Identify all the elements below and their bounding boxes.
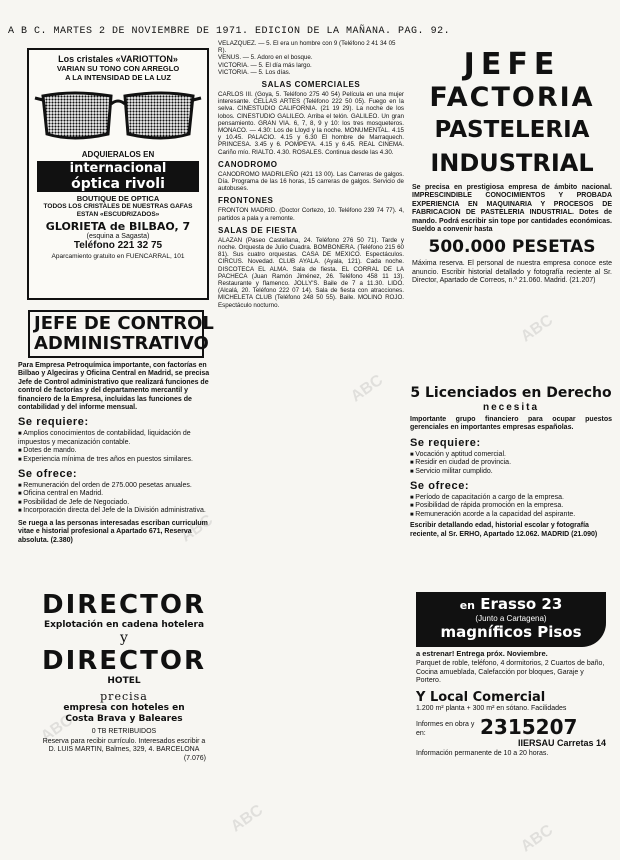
salas-body: CARLOS III. (Goya, 5. Teléfono 275 40 54) Película en una mujer interesante. CELLAS ARTES (Teléfono 222 50 05). Fuego en la selva. CINESTUDIO CALIFORNIA. (21 19 29). La noche de los lobos. CINESTUDIO GALILEO. Arriba el telón. GALILEO. Un gran pensamiento. GRAN VIA. 6, 7, 8, 9 y 10: los tres mosqueteros. MONACO. — 4.30: Los de Lloyd y la noche. MONUMENTAL. 4.15 y 10.45. PALACIO. 4.15 y 6.30 El hombre de Marraquech. PRINCESA. 3.45 y 6. POMPEYA. 4.15 y 6.45. REAL CINEMA. Cariño mío. RIALTO. 4.30. ROSALES. Continua desde las 4.30. <box>218 91 404 156</box>
ad-jefe-control-ofrece-title: Se ofrece: <box>18 468 78 481</box>
ad-variotton-line1: Los cristales «VARIOTTON» <box>58 54 178 64</box>
ad-jefe-factoria-title1: JEFE <box>463 48 561 82</box>
ad-director-y: y <box>120 630 128 646</box>
ad-erasso-headline: magníficos Pisos <box>440 623 582 641</box>
ad-director-retrib: 0 TB RETRIBUIDOS <box>91 728 157 735</box>
fiesta-body: ALAZAN (Paseo Castellana, 24. Teléfono 276 50 71). Tarde y noche. Orquesta de Julio Cuadra. BOMBONERA. (Teléfono 215 60 81). Sus cuatro orquestas. CASA DE MEXICO. Espectáculos. CIRCUS. Novedad. CLUB AYALA. (Ayala, 121). Cada noche. DISCOTECA EL ALMA. Sala de fiesta. EL CORRAL DE LA PACHECA (Juan Ramón Jiménez, 26. Teléfono 458 11 13). Restaurante y flamenco. JOLLY'S. Baile de 7 a 11.30. LIDO. (Alcalá, 20. Teléfono 222 07 14). Sala de fiesta con atracciones. MICHELETA CLUB (Teléfono 248 50 55). Baile. MOLINO ROJO. Espectáculo nocturno. <box>218 236 404 309</box>
listing-item: VICTORIA. — 5. El día más largo. <box>218 61 312 69</box>
ad-jefe-control-ofrece-item: ■ Incorporación directa del Jefe de la División administrativa. <box>18 507 214 515</box>
ad-variotton-brand1: internacional <box>37 161 199 176</box>
ad-variotton-body: TODOS LOS CRISTALES DE NUESTRAS GAFAS ESTAN «ESCUDRIZADOS» <box>43 203 193 218</box>
ad-erasso-phone: 2315207 <box>480 715 578 740</box>
ad-licenciados-requiere-item: ■ Residir en ciudad de provincia. <box>410 459 612 467</box>
candromo-title: CANODROMO <box>218 159 278 169</box>
ad-jefe-control <box>18 310 214 580</box>
ad-licenciados-ofrece-item: ■ Período de capacitación a cargo de la empresa. <box>410 494 612 502</box>
ad-director-subtitle2: HOTEL <box>107 676 141 686</box>
ad-variotton-brand2: óptica rivoli <box>37 176 199 192</box>
ad-erasso-local: Y Local Comercial <box>416 689 546 705</box>
ad-jefe-control-ofrece-item: ■ Posibilidad de Jefe de Negociado. <box>18 499 214 507</box>
ad-erasso-caption: Información permanente de 10 a 20 horas. <box>416 750 549 758</box>
ad-jefe-factoria <box>412 48 612 378</box>
ad-licenciados-requiere-item: ■ Servicio militar cumplido. <box>410 468 612 476</box>
page-header: A B C. MARTES 2 DE NOVIEMBRE DE 1971. EDICION DE LA MAÑANA. PAG. 92. <box>8 26 451 37</box>
listings-column <box>218 40 404 850</box>
ad-variotton-adquieralos: ADQUIERALOS EN <box>81 150 155 159</box>
ad-director <box>36 586 212 840</box>
ad-director-ref: (7.076) <box>183 754 206 762</box>
ad-variotton-address: GLORIETA de BILBAO, 7 <box>45 220 191 233</box>
ad-jefe-control-requiere-item: ■ Amplios conocimientos de contabilidad, liquidación de impuestos y mecanización contable. <box>18 430 214 447</box>
ad-licenciados-ofrece-item: ■ Posibilidad de rápida promoción en la empresa. <box>410 502 612 510</box>
ad-variotton-line3: A LA INTENSIDAD DE LA LUZ <box>65 73 171 82</box>
ad-licenciados-necesita: necesita <box>482 402 540 413</box>
ad-variotton-line2: VARIAN SU TONO CON ARREGLO <box>56 64 180 73</box>
ad-licenciados-intro: Importante grupo financiero para ocupar puestos gerenciales en importantes empresas españolas. <box>410 416 612 432</box>
listing-item: VICTORIA. — 5. Los días. <box>218 68 291 76</box>
frontones-body: FRONTON MADRID. (Doctor Cortezo, 10. Teléfono 239 74 77). 4, partidos a pala y a remonte. <box>218 207 404 222</box>
ad-director-subtitle1: Explotación en cadena hotelera <box>43 620 205 630</box>
ad-jefe-control-ofrece-item: ■ Remuneración del orden de 275.000 pesetas anuales. <box>18 482 214 490</box>
ad-jefe-factoria-footer: Máxima reserva. El personal de nuestra empresa conoce este anuncio. Escribir historial detallado y fotografía reciente al Sr. Director, Apartado de Correos, n.º 21.060. Madrid. (21.207) <box>412 260 612 285</box>
ad-erasso-informes: Informes en obra y en: <box>416 721 475 737</box>
ad-licenciados-title: 5 Licenciados en Derecho <box>410 385 612 401</box>
ad-jefe-control-requiere-title: Se requiere: <box>18 416 89 429</box>
ad-erasso-company: IIERSAU Carretas 14 <box>517 738 606 749</box>
listing-item: VENUS. — 5. Adoro en el bosque. <box>218 54 313 62</box>
ad-jefe-control-title2: ADMINISTRATIVO <box>34 333 209 354</box>
ad-erasso-estrenar: a estrenar! Entrega próx. Noviembre. <box>416 649 548 658</box>
frontones-title: FRONTONES <box>218 196 274 206</box>
ad-licenciados <box>410 384 612 580</box>
ad-director-precisa: precisa <box>100 690 148 703</box>
ad-licenciados-ofrece-title: Se ofrece: <box>410 480 470 493</box>
ad-erasso-features: Parquet de roble, teléfono, 4 dormitorios, 2 Cuartos de baño, Cocina amueblada, Calefacción por bloques, Garaje y Portero. <box>416 660 605 685</box>
ad-variotton-boutique: BOUTIQUE DE OPTICA <box>76 194 160 203</box>
ad-erasso-name: Erasso 23 <box>480 595 563 613</box>
ad-erasso-junto: (Junto a Cartagena) <box>475 614 547 623</box>
fiesta-title: SALAS DE FIESTA <box>218 225 298 235</box>
ad-jefe-control-requiere-item: ■ Experiencia mínima de tres años en puestos similares. <box>18 456 214 464</box>
ad-jefe-control-title1: JEFE DE CONTROL <box>34 313 214 334</box>
ad-director-title2: DIRECTOR <box>42 646 206 676</box>
ad-licenciados-ofrece-item: ■ Remuneración acorde a la capacidad del aspirante. <box>410 511 612 519</box>
salas-title: SALAS COMERCIALES <box>261 80 361 90</box>
ad-director-empresa: empresa con hoteles en Costa Brava y Baleares <box>63 703 185 724</box>
ad-jefe-factoria-amount: 500.000 PESETAS <box>428 237 596 258</box>
sunglasses-icon <box>33 86 203 148</box>
ad-variotton-phone: Teléfono 221 32 75 <box>73 240 163 251</box>
ad-erasso-en: en <box>459 599 476 612</box>
ad-variotton <box>27 48 209 300</box>
listing-item: VELAZQUEZ. — 5. El era un hombre con 9 (Teléfono 2 41 34 05 R). <box>218 40 396 55</box>
ad-jefe-factoria-title3: PASTELERIA <box>434 117 590 143</box>
ad-erasso-local-sub: 1.200 m² planta + 300 m² en sótano. Facilidades <box>416 704 567 712</box>
ad-variotton-parking: Aparcamiento gratuito en FUENCARRAL, 101 <box>51 253 185 260</box>
ad-director-body: Reserva para recibir currículo. Interesados escribir a D. LUIS MARTIN, Balmes, 329, 4. BARCELONA <box>42 738 206 754</box>
ad-jefe-factoria-title4: INDUSTRIAL <box>430 149 594 177</box>
ad-jefe-control-requiere-item: ■ Dotes de mando. <box>18 447 214 455</box>
ad-director-title1: DIRECTOR <box>42 590 206 620</box>
ad-licenciados-requiere-title: Se requiere: <box>410 436 481 449</box>
ad-jefe-control-footer: Se ruega a las personas interesadas escriban curriculum vitae e historial profesional a Apartado 671, Reserva absoluta. (2.380) <box>18 519 208 544</box>
candromo-body: CANODROMO MADRILEÑO (421 13 00). Las Carreras de galgos. Día. Programa de las 16 horas, 15 carreras de galgos. Servicio de autobuses. <box>218 170 404 193</box>
ad-variotton-esquina: (esquina a Sagasta) <box>86 233 150 240</box>
ad-jefe-factoria-title2: FACTORIA <box>429 82 595 113</box>
ad-licenciados-footer: Escribir detallando edad, historial escolar y fotografía reciente, al Sr. ERHO, Apartado 12.062. MADRID (21.090) <box>410 522 598 538</box>
ad-licenciados-requiere-item: ■ Vocación y aptitud comercial. <box>410 451 612 459</box>
ad-jefe-factoria-body: Se precisa en prestigiosa empresa de ámbito nacional. IMPRESCINDIBLE CONOCIMIENTOS Y PROBADA EXPERIENCIA EN MAQUINARIA Y PROCESOS DE FABRICACION DE PASTELERIA INDUSTRIAL. Dotes de mando. Podrá escribir sin tope por cantidades económicas. Sueldo a convenir hasta <box>412 184 612 234</box>
ad-jefe-control-intro: Para Empresa Petroquímica importante, con factorías en Bilbao y Algeciras y Oficina Central en Madrid, se precisa Jefe de Control administrativo que realizará funciones de control de factorías y del departamento mercantil y financiero de la Empresa, incluidas las funciones de contabilidad y del informe mensual. <box>18 362 210 412</box>
ad-jefe-control-ofrece-item: ■ Oficina central en Madrid. <box>18 490 214 498</box>
ad-erasso <box>416 592 606 848</box>
